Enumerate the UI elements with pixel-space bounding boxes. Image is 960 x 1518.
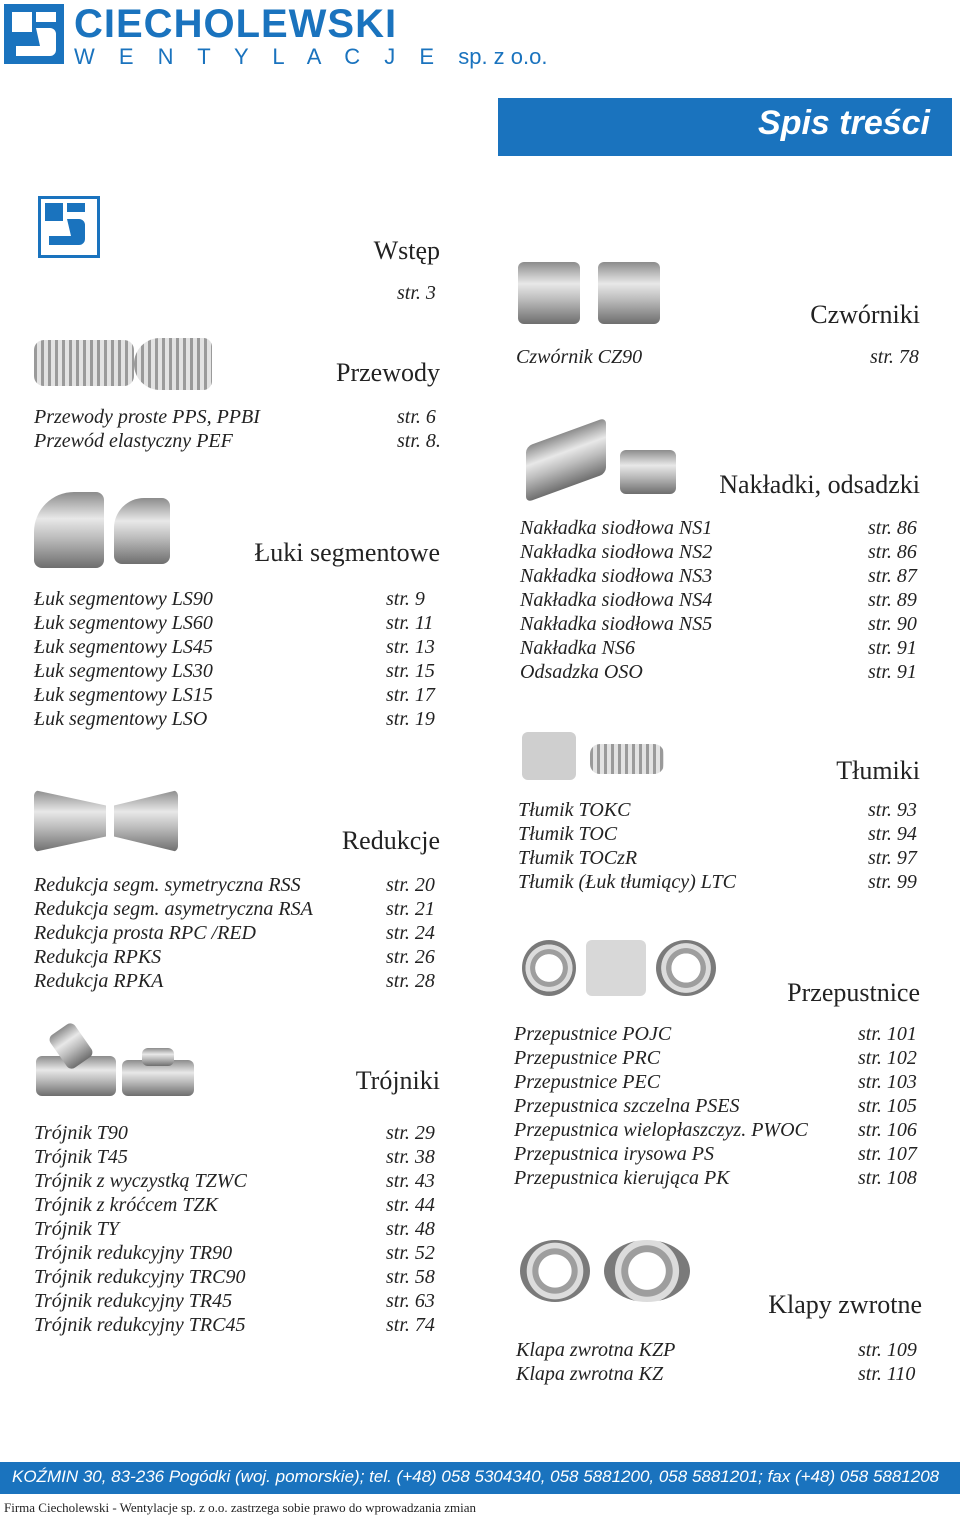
toc-entry-name: Redukcja RPKA — [34, 970, 164, 992]
toc-entry — [34, 1193, 454, 1217]
toc-entry-name: Przepustnica irysowa PS — [514, 1143, 714, 1165]
toc-entry-page: str. 24 — [386, 922, 435, 944]
toc-entry-page: str. 86 — [868, 541, 917, 563]
toc-entry — [520, 612, 926, 636]
toc-entry-page: str. 93 — [868, 799, 917, 821]
list-trojniki — [34, 1121, 454, 1337]
toc-entry-page: str. 29 — [386, 1122, 435, 1144]
toc-entry-name: Redukcja prosta RPC /RED — [34, 922, 256, 944]
toc-entry — [514, 1046, 926, 1070]
toc-entry — [34, 587, 454, 611]
section-heading-redukcje: Redukcje — [341, 826, 440, 855]
toc-entry-name: Trójnik z wyczystką TZWC — [34, 1170, 247, 1192]
toc-entry-name: Nakładka siodłowa NS5 — [520, 613, 713, 635]
toc-entry — [34, 969, 454, 993]
toc-entry — [516, 1338, 926, 1362]
toc-entry-name: Trójnik T45 — [34, 1146, 128, 1168]
silencer-box-image — [522, 732, 576, 780]
toc-entry — [34, 405, 454, 429]
toc-entry-name: Łuk segmentowy LSO — [34, 708, 208, 730]
toc-entry-page: str. 20 — [386, 874, 435, 896]
saddle-image — [526, 417, 606, 502]
toc-entry-name: Łuk segmentowy LS60 — [34, 612, 213, 634]
toc-entry — [514, 1166, 926, 1190]
toc-entry-name: Redukcja RPKS — [34, 946, 162, 968]
toc-entry — [34, 921, 454, 945]
toc-entry — [34, 1313, 454, 1337]
toc-entry-page: str. 103 — [858, 1071, 917, 1093]
toc-entry-page: str. 78 — [870, 346, 919, 368]
toc-entry-name: Odsadzka OSO — [520, 661, 643, 683]
list-przepustnice — [514, 1022, 926, 1190]
section-heading-przepustnice: Przepustnice — [787, 978, 920, 1007]
toc-entry — [34, 1265, 454, 1289]
toc-entry-page: str. 38 — [386, 1146, 435, 1168]
toc-entry-name: Przewód elastyczny PEF — [34, 430, 233, 452]
toc-entry — [514, 1118, 926, 1142]
footer-contact-band — [0, 1462, 960, 1494]
toc-entry-page: str. 89 — [868, 589, 917, 611]
toc-entry — [34, 1241, 454, 1265]
toc-entry — [520, 636, 926, 660]
toc-entry-name: Klapa zwrotna KZP — [516, 1339, 676, 1361]
toc-entry-page: str. 101 — [858, 1023, 917, 1045]
toc-entry-page: str. 90 — [868, 613, 917, 635]
toc-entry-page: str. 58 — [386, 1266, 435, 1288]
toc-entry-name: Trójnik redukcyjny TR45 — [34, 1290, 233, 1312]
toc-entry — [34, 1217, 454, 1241]
toc-entry — [34, 429, 454, 453]
toc-entry-page: str. 13 — [386, 636, 435, 658]
check-valve-kz-image — [604, 1240, 690, 1302]
toc-entry-page: str. 108 — [858, 1167, 917, 1189]
list-tlumiki — [518, 798, 926, 894]
toc-entry — [34, 1169, 454, 1193]
toc-entry — [34, 873, 454, 897]
toc-entry-name: Nakładka NS6 — [520, 637, 635, 659]
elbow-45-image — [114, 498, 170, 564]
toc-entry-page: str. 48 — [386, 1218, 435, 1240]
toc-entry-name: Nakładka siodłowa NS1 — [520, 517, 713, 539]
toc-entry-name: Redukcja segm. symetryczna RSS — [34, 874, 301, 896]
toc-entry-page: str. 109 — [858, 1339, 917, 1361]
toc-entry-name: Przewody proste PPS, PPBI — [34, 406, 260, 428]
page-title: Spis treści — [758, 104, 930, 142]
cross-fitting-image — [518, 262, 580, 324]
damper-iris-image — [656, 940, 716, 996]
toc-entry — [516, 345, 926, 369]
check-valve-kzp-image — [520, 1240, 590, 1302]
silencer-round-image — [590, 744, 664, 774]
wstep-page — [397, 281, 457, 305]
toc-entry-page: str. 99 — [868, 871, 917, 893]
toc-entry-name: Tłumik (Łuk tłumiący) LTC — [518, 871, 736, 893]
toc-entry — [516, 1362, 926, 1386]
toc-entry — [34, 659, 454, 683]
list-luki — [34, 587, 454, 731]
toc-entry-page: str. 107 — [858, 1143, 917, 1165]
brand-subtitle-main: W E N T Y L A C J E — [74, 44, 444, 69]
toc-entry — [520, 564, 926, 588]
brand-subtitle — [74, 44, 548, 70]
toc-entry-name: Łuk segmentowy LS45 — [34, 636, 213, 658]
toc-entry-name: Trójnik redukcyjny TR90 — [34, 1242, 233, 1264]
toc-entry — [514, 1022, 926, 1046]
toc-entry-page: str. 9 — [386, 588, 425, 610]
toc-entry-page: str. 43 — [386, 1170, 435, 1192]
section-heading-nakladki: Nakładki, odsadzki — [719, 470, 920, 499]
toc-entry-name: Klapa zwrotna KZ — [516, 1363, 664, 1385]
toc-entry — [514, 1094, 926, 1118]
list-czworniki — [516, 345, 926, 369]
toc-entry — [514, 1070, 926, 1094]
toc-entry-page: str. 91 — [868, 637, 917, 659]
section-heading-trojniki: Trójniki — [355, 1066, 440, 1095]
list-redukcje — [34, 873, 454, 993]
toc-entry-name: Łuk segmentowy LS30 — [34, 660, 213, 682]
toc-entry-page: str. 19 — [386, 708, 435, 730]
toc-entry — [34, 1121, 454, 1145]
toc-entry-page: str. 44 — [386, 1194, 435, 1216]
toc-entry-page: str. 17 — [386, 684, 435, 706]
toc-entry-page: str. 28 — [386, 970, 435, 992]
toc-entry-page: str. 110 — [858, 1363, 916, 1385]
damper-square-image — [586, 940, 646, 996]
toc-entry — [34, 945, 454, 969]
toc-entry-name: Tłumik TOKC — [518, 799, 631, 821]
toc-entry-name: Czwórnik CZ90 — [516, 346, 643, 368]
elbow-90-image — [34, 492, 104, 568]
toc-entry-page: str. 105 — [858, 1095, 917, 1117]
toc-entry-name: Przepustnica wielopłaszczyz. PWOC — [514, 1119, 808, 1141]
list-nakladki — [520, 516, 926, 684]
flexible-duct-image — [134, 338, 212, 390]
toc-entry-page: str. 21 — [386, 898, 435, 920]
saddle-fitting-image — [620, 450, 676, 494]
toc-entry-page: str. 94 — [868, 823, 917, 845]
toc-entry — [520, 588, 926, 612]
wstep-page-label: str. 3 — [397, 282, 436, 304]
toc-entry-name: Przepustnica kierująca PK — [514, 1167, 730, 1189]
toc-entry — [520, 540, 926, 564]
straight-duct-image — [34, 340, 134, 386]
section-heading-czworniki: Czwórniki — [810, 300, 920, 329]
section-heading-tlumiki: Tłumiki — [836, 756, 920, 785]
toc-entry-name: Tłumik TOCzR — [518, 847, 638, 869]
intro-logo-icon — [38, 196, 100, 258]
toc-entry-page: str. 74 — [386, 1314, 435, 1336]
toc-entry — [34, 1289, 454, 1313]
toc-entry-page: str. 86 — [868, 517, 917, 539]
toc-entry-page: str. 8. — [397, 430, 441, 452]
brand-subtitle-legal: sp. z o.o. — [458, 44, 548, 69]
toc-entry-name: Trójnik T90 — [34, 1122, 128, 1144]
toc-entry-name: Trójnik redukcyjny TRC90 — [34, 1266, 246, 1288]
reduction-asymmetric-image — [114, 790, 178, 852]
toc-entry — [34, 1145, 454, 1169]
section-heading-klapy: Klapy zwrotne — [768, 1290, 922, 1319]
toc-entry — [34, 635, 454, 659]
toc-entry-name: Przepustnice POJC — [514, 1023, 672, 1045]
toc-entry-name: Nakładka siodłowa NS3 — [520, 565, 713, 587]
toc-entry — [518, 870, 926, 894]
toc-entry — [34, 611, 454, 635]
footer-contact: KOŹMIN 30, 83-236 Pogódki (woj. pomorskie); tel. (+48) 058 5304340, 058 5881200, 058 5881201; fax (+48) 058 5881208 — [12, 1467, 940, 1486]
toc-entry-page: str. 63 — [386, 1290, 435, 1312]
toc-entry — [518, 846, 926, 870]
toc-entry-page: str. 15 — [386, 660, 435, 682]
brand-name: CIECHOLEWSKI — [74, 2, 398, 46]
toc-entry-page: str. 106 — [858, 1119, 917, 1141]
toc-entry — [514, 1142, 926, 1166]
section-heading-przewody: Przewody — [336, 358, 440, 387]
section-heading-wstep: Wstęp — [373, 236, 440, 265]
toc-entry-page: str. 91 — [868, 661, 917, 683]
tee-90-branch-image — [142, 1048, 174, 1066]
toc-entry-name: Nakładka siodłowa NS4 — [520, 589, 713, 611]
toc-entry-name: Nakładka siodłowa NS2 — [520, 541, 713, 563]
toc-entry-name: Trójnik z króćcem TZK — [34, 1194, 218, 1216]
toc-entry — [520, 516, 926, 540]
toc-entry-page: str. 97 — [868, 847, 917, 869]
page-title-band — [498, 98, 952, 156]
damper-round-image — [522, 940, 576, 996]
footer-note: Firma Ciecholewski - Wentylacje sp. z o.o. zastrzega sobie prawo do wprowadzania zmian — [4, 1500, 476, 1515]
toc-entry-name: Przepustnice PRC — [514, 1047, 661, 1069]
section-heading-luki: Łuki segmentowe — [254, 538, 440, 567]
toc-entry-name: Tłumik TOC — [518, 823, 618, 845]
toc-entry-name: Redukcja segm. asymetryczna RSA — [34, 898, 313, 920]
toc-entry-page: str. 52 — [386, 1242, 435, 1264]
toc-entry-name: Łuk segmentowy LS90 — [34, 588, 213, 610]
toc-entry — [34, 683, 454, 707]
toc-entry-page: str. 102 — [858, 1047, 917, 1069]
reduction-symmetric-image — [34, 790, 106, 852]
toc-entry — [518, 798, 926, 822]
toc-entry-name: Przepustnica szczelna PSES — [514, 1095, 740, 1117]
toc-entry-page: str. 11 — [386, 612, 434, 634]
toc-entry — [520, 660, 926, 684]
toc-entry — [518, 822, 926, 846]
toc-entry — [34, 897, 454, 921]
list-przewody — [34, 405, 454, 453]
list-klapy — [516, 1338, 926, 1386]
toc-entry-name: Łuk segmentowy LS15 — [34, 684, 213, 706]
toc-entry-name: Trójnik redukcyjny TRC45 — [34, 1314, 246, 1336]
cross-fitting-alt-image — [598, 262, 660, 324]
toc-entry-name: Trójnik TY — [34, 1218, 120, 1240]
toc-entry-name: Przepustnice PEC — [514, 1071, 661, 1093]
toc-entry — [34, 707, 454, 731]
toc-entry-page: str. 26 — [386, 946, 435, 968]
company-logo-icon — [4, 4, 64, 64]
toc-entry-page: str. 87 — [868, 565, 917, 587]
toc-entry-page: str. 6 — [397, 406, 436, 428]
